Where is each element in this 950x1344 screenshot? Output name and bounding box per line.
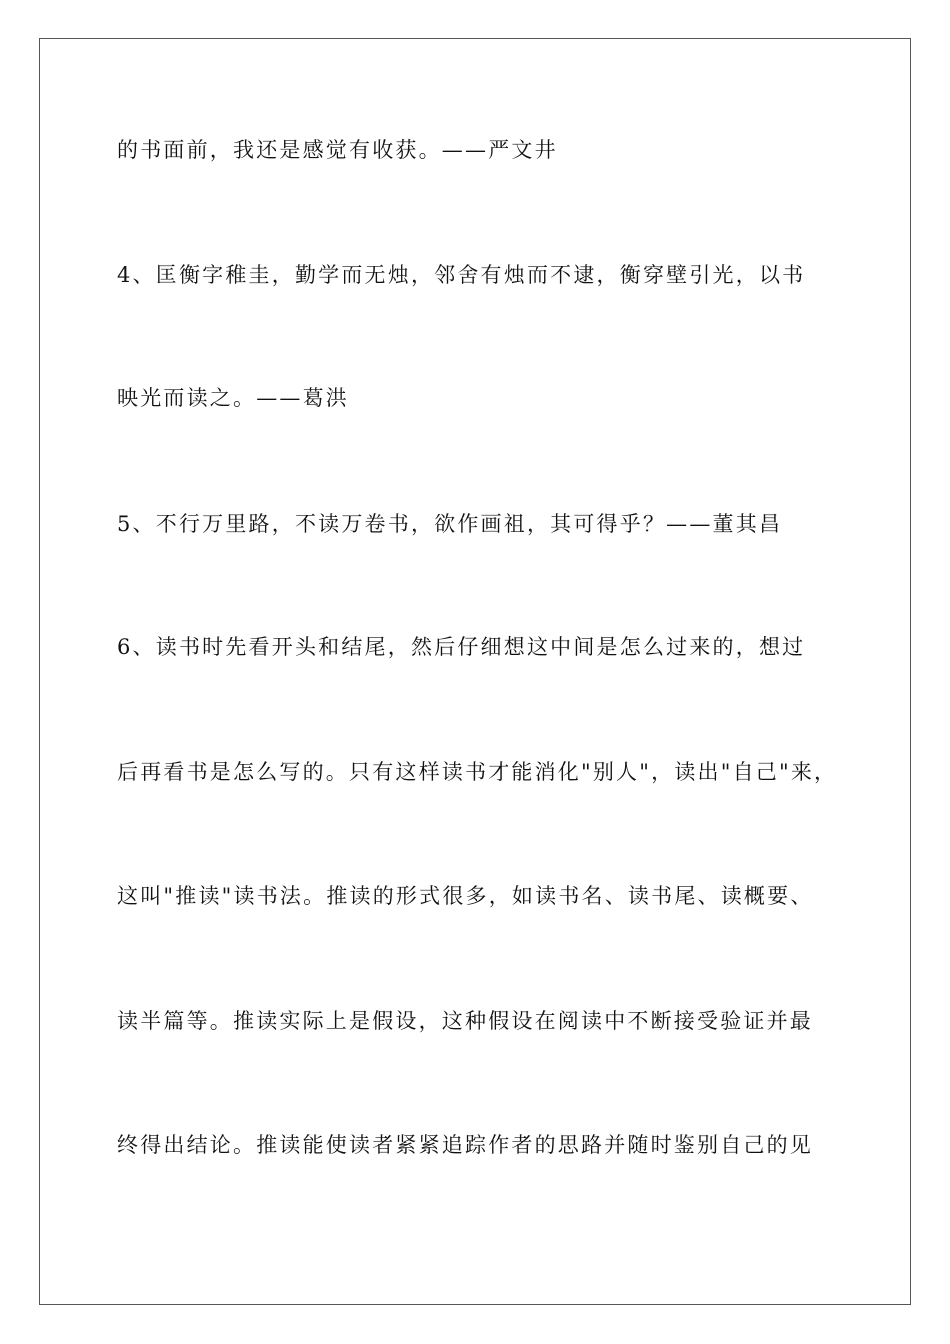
text-line: 6、读书时先看开头和结尾，然后仔细想这中间是怎么过来的，想过 [117, 635, 806, 659]
text-line: 终得出结论。推读能使读者紧紧追踪作者的思路并随时鉴别自己的见 [117, 1133, 813, 1157]
text-line: 的书面前，我还是感觉有收获。——严文井 [117, 138, 558, 162]
text-line: 映光而读之。——葛洪 [117, 386, 349, 410]
text-line: 5、不行万里路，不读万卷书，欲作画祖，其可得乎？——董其昌 [117, 512, 783, 536]
text-line: 读半篇等。推读实际上是假设，这种假设在阅读中不断接受验证并最 [117, 1009, 813, 1033]
text-line: 后再看书是怎么写的。只有这样读书才能消化"别人"，读出"自己"来， [117, 760, 838, 784]
text-line: 4、匡衡字稚圭，勤学而无烛，邻舍有烛而不逮，衡穿壁引光，以书 [117, 263, 806, 287]
page-border [39, 38, 911, 1305]
text-line: 这叫"推读"读书法。推读的形式很多，如读书名、读书尾、读概要、 [117, 884, 814, 908]
